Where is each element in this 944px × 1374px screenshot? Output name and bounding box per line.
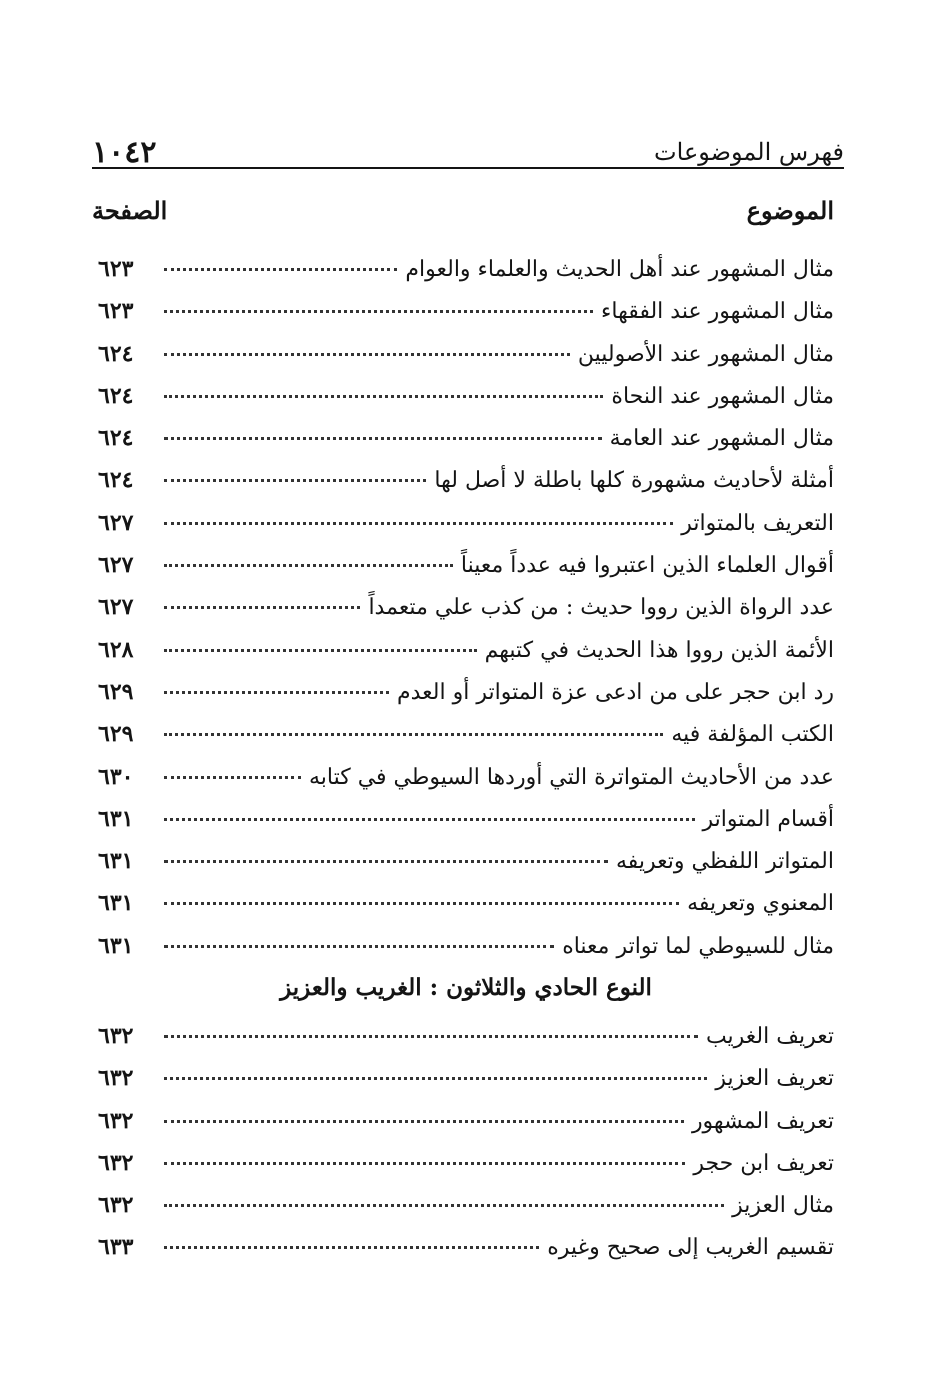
toc-entry bbox=[98, 1057, 834, 1099]
entry-title: تعريف العزيز bbox=[715, 1066, 834, 1092]
dot-leader bbox=[164, 691, 389, 694]
entry-page-number: ٦٢٣ bbox=[98, 298, 134, 325]
toc-entry bbox=[98, 840, 834, 882]
toc-entry bbox=[98, 882, 834, 924]
entry-title: رد ابن حجر على من ادعى عزة المتواتر أو العدم bbox=[397, 679, 834, 705]
entry-page-number: ٦٣١ bbox=[98, 848, 134, 875]
dot-leader bbox=[164, 776, 301, 779]
section-heading: النوع الحادي والثلاثون : الغريب والعزيز bbox=[280, 974, 652, 1001]
entry-page-number: ٦٢٧ bbox=[98, 552, 134, 579]
entry-page-number: ٦٢٣ bbox=[98, 256, 134, 282]
dot-leader bbox=[164, 860, 608, 863]
toc-entry bbox=[98, 1100, 834, 1142]
toc-entry bbox=[98, 417, 834, 459]
entry-page-number: ٦٣٢ bbox=[98, 1023, 134, 1049]
entry-title: مثال للسيوطي لما تواتر معناه bbox=[562, 933, 834, 959]
entry-page-number: ٦٣٢ bbox=[98, 1149, 134, 1176]
dot-leader bbox=[164, 1077, 707, 1080]
entry-page-number: ٦٣١ bbox=[98, 805, 134, 832]
page-header bbox=[92, 134, 844, 170]
entry-page-number: ٦٢٤ bbox=[98, 425, 134, 452]
entry-page-number: ٦٢٩ bbox=[98, 721, 134, 748]
entry-title: أمثلة لأحاديث مشهورة كلها باطلة لا أصل لها bbox=[434, 468, 834, 494]
topic-column-label: الموضوع bbox=[746, 195, 834, 225]
entry-title: تعريف ابن حجر bbox=[693, 1150, 834, 1176]
header-rule bbox=[92, 167, 844, 169]
entry-title: الكتب المؤلفة فيه bbox=[671, 722, 834, 748]
dot-leader bbox=[164, 268, 397, 271]
entry-title: أقوال العلماء الذين اعتبروا فيه عدداً معيناً bbox=[460, 553, 834, 579]
entry-page-number: ٦٣١ bbox=[98, 890, 134, 917]
toc-entry bbox=[98, 1142, 834, 1184]
dot-leader bbox=[164, 1246, 539, 1249]
toc-entry bbox=[98, 629, 834, 671]
toc-entries-list-section bbox=[98, 1015, 834, 1269]
toc-entry bbox=[98, 544, 834, 586]
dot-leader bbox=[164, 733, 663, 736]
entry-title: أقسام المتواتر bbox=[702, 806, 834, 832]
dot-leader bbox=[164, 1204, 724, 1207]
column-headers bbox=[92, 190, 834, 230]
dot-leader bbox=[164, 395, 603, 398]
entry-title: المتواتر اللفظي وتعريفه bbox=[615, 849, 834, 875]
entry-title: عدد الرواة الذين رووا حديث : من كذب علي متعمداً bbox=[368, 595, 834, 621]
dot-leader bbox=[164, 945, 554, 948]
toc-entry bbox=[98, 671, 834, 713]
toc-entry bbox=[98, 1226, 834, 1268]
entry-page-number: ٦٢٧ bbox=[98, 594, 134, 621]
dot-leader bbox=[164, 1162, 685, 1165]
entry-page-number: ٦٢٤ bbox=[98, 382, 134, 409]
entry-title: مثال المشهور عند الفقهاء bbox=[601, 299, 834, 325]
toc-entry bbox=[98, 756, 834, 798]
dot-leader bbox=[164, 353, 570, 356]
dot-leader bbox=[164, 902, 679, 905]
toc-entry bbox=[98, 459, 834, 501]
toc-entry bbox=[98, 925, 834, 967]
entry-page-number: ٦٢٩ bbox=[98, 678, 134, 705]
entry-page-number: ٦٣٢ bbox=[98, 1107, 134, 1134]
entry-title: مثال المشهور عند العامة bbox=[609, 426, 834, 452]
dot-leader bbox=[164, 818, 695, 821]
toc-entry bbox=[98, 375, 834, 417]
entry-title: مثال المشهور عند أهل الحديث والعلماء والعوام bbox=[405, 257, 834, 282]
entry-title: مثال العزيز bbox=[732, 1193, 834, 1219]
running-title: فهرس الموضوعات bbox=[654, 138, 844, 166]
dot-leader bbox=[164, 1035, 698, 1038]
toc-entry bbox=[98, 290, 834, 332]
toc-entries-list bbox=[98, 248, 834, 967]
dot-leader bbox=[164, 479, 426, 482]
entry-title: المعنوي وتعريفه bbox=[687, 891, 834, 917]
toc-entry bbox=[98, 1184, 834, 1226]
dot-leader bbox=[164, 310, 593, 313]
entry-title: تعريف المشهور bbox=[691, 1108, 834, 1134]
entry-title: عدد من الأحاديث المتواترة التي أوردها السيوطي في كتابه bbox=[308, 764, 834, 790]
entry-title: مثال المشهور عند النحاة bbox=[611, 383, 834, 409]
entry-title: التعريف بالمتواتر bbox=[681, 510, 834, 536]
dot-leader bbox=[164, 522, 673, 525]
entry-page-number: ٦٣٠ bbox=[98, 763, 134, 790]
entry-page-number: ٦٢٤ bbox=[98, 467, 134, 494]
toc-entry bbox=[98, 586, 834, 628]
entry-page-number: ٦٢٤ bbox=[98, 340, 134, 367]
dot-leader bbox=[164, 564, 453, 567]
entry-page-number: ٦٢٨ bbox=[98, 636, 134, 663]
entry-page-number: ٦٢٧ bbox=[98, 509, 134, 536]
toc-entry bbox=[98, 502, 834, 544]
entry-title: تقسيم الغريب إلى صحيح وغيره bbox=[547, 1235, 834, 1261]
page-number: ١٠٤٢ bbox=[92, 134, 157, 170]
entry-title: مثال المشهور عند الأصوليين bbox=[577, 341, 834, 367]
entry-page-number: ٦٣٣ bbox=[98, 1234, 134, 1261]
entry-title: تعريف الغريب bbox=[705, 1024, 834, 1049]
entry-page-number: ٦٣١ bbox=[98, 932, 134, 959]
toc-entry bbox=[98, 798, 834, 840]
dot-leader bbox=[164, 606, 360, 609]
dot-leader bbox=[164, 437, 602, 440]
toc-entry bbox=[98, 333, 834, 375]
toc-entry bbox=[98, 1015, 834, 1057]
dot-leader bbox=[164, 1120, 684, 1123]
dot-leader bbox=[164, 649, 477, 652]
page-column-label: الصفحة bbox=[92, 195, 168, 225]
entry-title: الأئمة الذين رووا هذا الحديث في كتبهم bbox=[484, 637, 834, 663]
entry-page-number: ٦٣٢ bbox=[98, 1192, 134, 1219]
toc-entry bbox=[98, 248, 834, 290]
toc-entry bbox=[98, 713, 834, 755]
entry-page-number: ٦٣٢ bbox=[98, 1065, 134, 1092]
